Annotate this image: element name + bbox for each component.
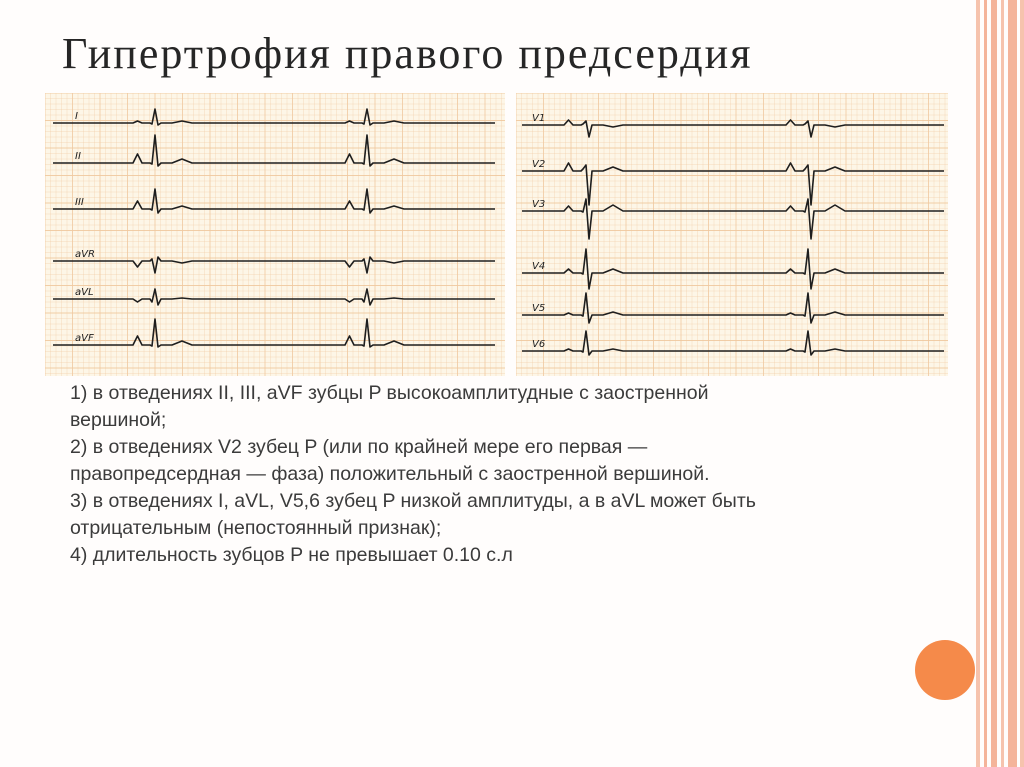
lead-label-avr: aVR [75, 249, 95, 260]
criteria-line-1: 1) в отведениях II, III, aVF зубцы P высокоамплитудные с заостренной [70, 382, 709, 404]
criteria-text [70, 380, 910, 569]
lead-label-v4: V4 [532, 261, 546, 272]
ecg-limb-leads-image [45, 93, 505, 376]
criteria-line-5: 3) в отведениях I, aVL, V5,6 зубец P низкой амплитуды, а в aVL может быть [70, 490, 756, 512]
ecg-limb-leads-panel [45, 93, 505, 376]
lead-label-avf: aVF [75, 333, 94, 344]
lead-label-v3: V3 [532, 199, 546, 210]
right-edge-stripes [976, 0, 1024, 767]
lead-label-v1: V1 [532, 113, 546, 124]
criteria-line-7: 4) длительность зубцов P не превышает 0.10 с.л [70, 544, 513, 566]
ecg-chest-leads-panel [516, 93, 948, 376]
orange-circle [915, 640, 975, 700]
criteria-line-3: 2) в отведениях V2 зубец P (или по крайней мере его первая — [70, 436, 648, 458]
criteria-line-4: правопредсердная — фаза) положительный с заостренной вершиной. [70, 463, 710, 485]
lead-label-avl: aVL [75, 287, 94, 298]
slide-title: Гипертрофия правого предсердия [62, 29, 753, 78]
lead-label-iii: III [75, 197, 84, 208]
criteria-line-6: отрицательным (непостоянный признак); [70, 517, 442, 539]
lead-label-i: I [75, 111, 78, 122]
lead-label-ii: II [75, 151, 81, 162]
lead-label-v6: V6 [532, 339, 546, 350]
lead-label-v2: V2 [532, 159, 546, 170]
ecg-chest-leads-image [516, 93, 948, 376]
lead-label-v5: V5 [532, 303, 546, 314]
criteria-line-2: вершиной; [70, 409, 167, 431]
